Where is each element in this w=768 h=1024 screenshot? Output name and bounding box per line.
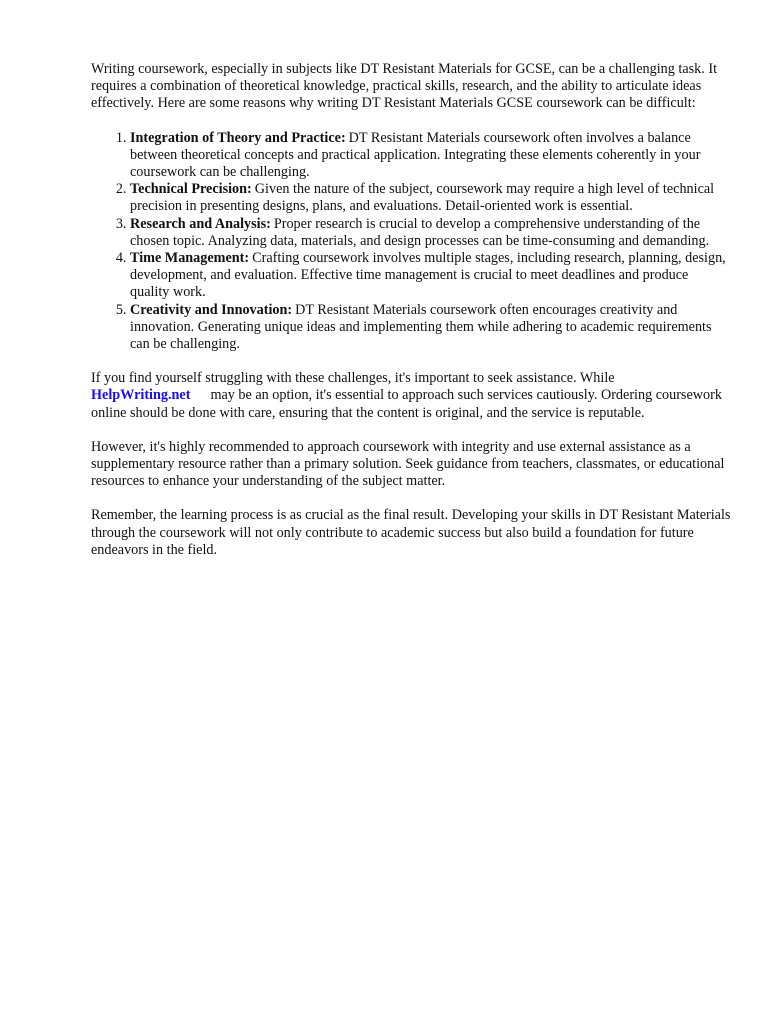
reason-text: Proper research is crucial to develop a comprehensive understanding of the chosen topic. Analyzing data, materials, and design processes can be time-consuming and demanding.	[130, 215, 710, 249]
closing-paragraph: Remember, the learning process is as crucial as the final result. Developing your skills in DT Resistant Materials through the coursework will not only contribute to academic success but also build a foundation for future endeavors in the field.	[91, 507, 731, 558]
helpwriting-link[interactable]: HelpWriting.net	[91, 387, 191, 404]
assistance-paragraph	[91, 370, 731, 422]
reason-item-technical-precision	[130, 181, 731, 215]
reason-term: Technical Precision:	[130, 181, 252, 198]
reason-term: Integration of Theory and Practice:	[130, 129, 346, 146]
reason-item-time-management	[130, 250, 731, 302]
reason-item-creativity-innovation	[130, 302, 731, 354]
assistance-text-after: may be an option, it's essential to approach such services cautiously. Ordering coursework online should be done with care, ensuring that the content is original, and the service is reputable.	[91, 387, 722, 421]
reason-text: Crafting coursework involves multiple stages, including research, planning, design, development, and evaluation. Effective time management is crucial to meet deadlines and produce quality work.	[130, 250, 726, 301]
reason-term: Creativity and Innovation:	[130, 301, 293, 318]
integrity-paragraph: However, it's highly recommended to approach coursework with integrity and use external assistance as a supplementary resource rather than a primary solution. Seek guidance from teachers, classmates, or educational resources to enhance your understanding of the subject matter.	[91, 438, 725, 490]
reason-item-theory-practice	[130, 130, 731, 182]
reason-term: Time Management:	[130, 250, 250, 267]
intro-paragraph: Writing coursework, especially in subjects like DT Resistant Materials for GCSE, can be a challenging task. It requires a combination of theoretical knowledge, practical skills, research, and the ability to articulate ideas effectively. Here are some reasons why writing DT Resistant Materials GCSE coursework can be difficult:	[91, 61, 718, 112]
reason-text: DT Resistant Materials coursework often involves a balance between theoretical concepts and practical application. Integrating these elements coherently in your coursework can be challenging.	[130, 129, 701, 181]
reason-text: DT Resistant Materials coursework often encourages creativity and innovation. Generating unique ideas and implementing them while adhering to academic requirements can be challenging.	[130, 301, 712, 353]
reasons-list	[91, 130, 731, 354]
document-body	[91, 61, 731, 576]
assistance-text-before: If you find yourself struggling with these challenges, it's important to seek assistance. While	[91, 370, 615, 387]
reason-text: Given the nature of the subject, coursework may require a high level of technical precision in presenting designs, plans, and evaluations. Detail-oriented work is essential.	[130, 181, 715, 215]
reason-term: Research and Analysis:	[130, 215, 271, 232]
reason-item-research-analysis	[130, 216, 731, 250]
